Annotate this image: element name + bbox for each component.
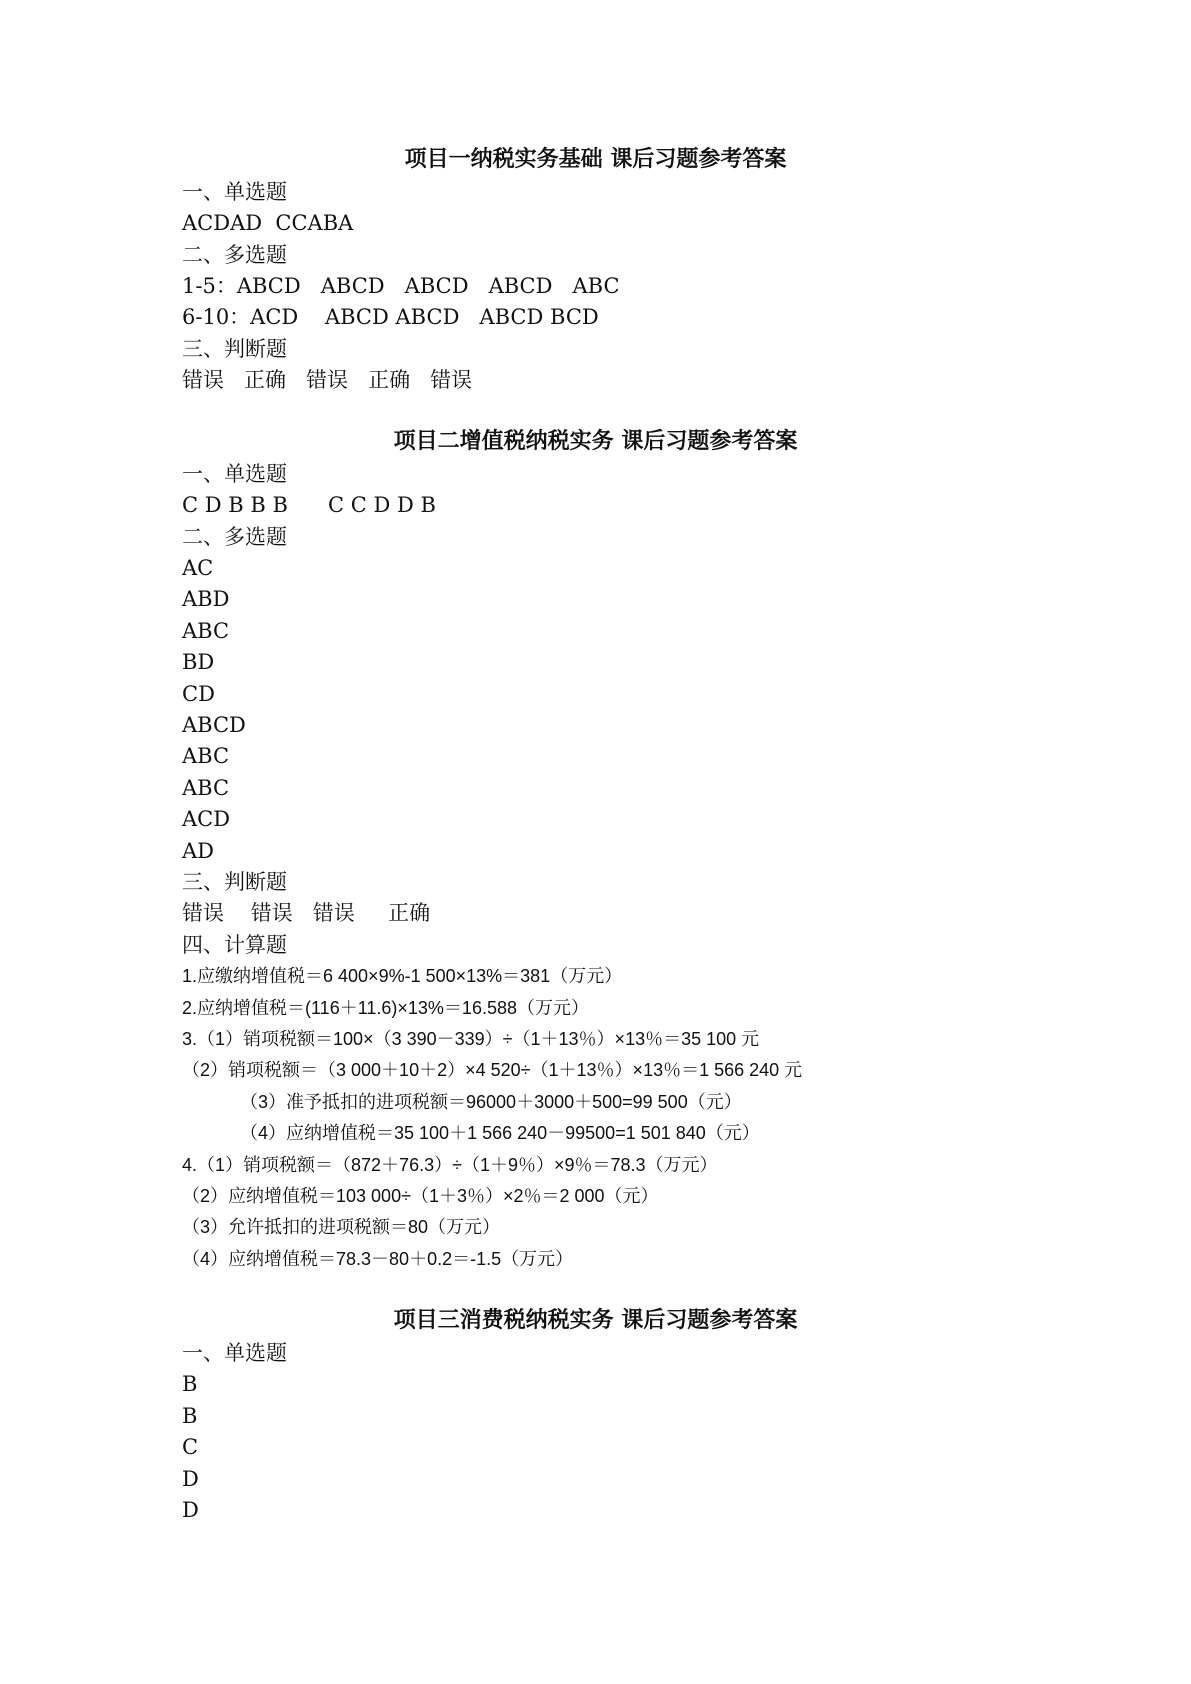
section-1-multi-choice-line: 1-5：ABCD ABCD ABCD ABCD ABC	[182, 274, 620, 298]
section-3-single-choice-answer: C	[182, 1435, 199, 1459]
section-2-multi-choice-heading: 二、多选题	[182, 525, 287, 549]
section-2-single-choice-answers: C D B B B C C D D B	[182, 493, 436, 517]
section-2-multi-choice-answer: ABD	[182, 587, 230, 611]
section-2-calc-heading: 四、计算题	[182, 933, 287, 957]
section-2-multi-choice-answer: CD	[182, 682, 215, 706]
section-2-judgment-heading: 三、判断题	[182, 870, 287, 894]
section-2-calc-line: 3.（1）销项税额＝100×（3 390－339）÷（1＋13％）×13％＝35 100 元	[182, 1029, 760, 1049]
section-2-multi-choice-answer: ABC	[182, 619, 230, 643]
section-3-single-choice-heading: 一、单选题	[182, 1341, 287, 1365]
section-2-calc-line: 1.应缴纳增值税＝6 400×9%-1 500×13%＝381（万元）	[182, 966, 623, 986]
section-2-multi-choice-answer: ABC	[182, 744, 230, 768]
section-2-calc-line: （4）应纳增值税＝78.3－80＋0.2＝-1.5（万元）	[182, 1249, 574, 1269]
section-2-calc-line: （2）销项税额＝（3 000＋10＋2）×4 520÷（1＋13％）×13％＝1 566 240 元	[182, 1060, 803, 1080]
section-1-judgment-heading: 三、判断题	[182, 337, 287, 361]
section-2-multi-choice-answer: ACD	[182, 807, 231, 831]
section-1-judgment-answers: 错误 正确 错误 正确 错误	[182, 368, 473, 392]
section-1-single-choice-heading: 一、单选题	[182, 180, 287, 204]
section-2-multi-choice-answer: BD	[182, 650, 215, 674]
section-2-multi-choice-answer: AC	[182, 556, 214, 580]
section-2-calc-line: （2）应纳增值税＝103 000÷（1＋3％）×2％＝2 000（元）	[182, 1186, 659, 1206]
section-3-single-choice-answer: D	[182, 1498, 199, 1522]
section-3-single-choice-answer: B	[182, 1404, 198, 1428]
section-3-single-choice-answer: B	[182, 1372, 198, 1396]
section-2-multi-choice-answer: AD	[182, 839, 215, 863]
section-1-multi-choice-heading: 二、多选题	[182, 243, 287, 267]
section-1-multi-choice-line: 6-10：ACD ABCD ABCD ABCD BCD	[182, 305, 599, 329]
section-2-multi-choice-answer: ABCD	[182, 713, 246, 737]
section-2-calc-line: 4.（1）销项税额＝（872＋76.3）÷（1＋9％）×9％＝78.3（万元）	[182, 1155, 718, 1175]
section-2-calc-line: 2.应纳增值税＝(116＋11.6)×13%＝16.588（万元）	[182, 998, 589, 1018]
section-2-title: 项目二增值税纳税实务 课后习题参考答案	[393, 429, 798, 454]
section-1-single-choice-answers: ACDAD CCABA	[182, 211, 354, 235]
section-1-title: 项目一纳税实务基础 课后习题参考答案	[404, 147, 787, 172]
section-2-single-choice-heading: 一、单选题	[182, 462, 287, 486]
section-2-judgment-answers: 错误 错误 错误 正确	[182, 901, 431, 925]
section-3-title: 项目三消费税纳税实务 课后习题参考答案	[393, 1308, 798, 1333]
section-3-single-choice-answer: D	[182, 1467, 199, 1491]
section-2-calc-line: （3）允许抵扣的进项税额＝80（万元）	[182, 1217, 501, 1237]
section-2-calc-line: （3）准予抵扣的进项税额＝96000＋3000＋500=99 500（元）	[240, 1092, 742, 1112]
section-2-multi-choice-answer: ABC	[182, 776, 230, 800]
section-2-calc-line: （4）应纳增值税＝35 100＋1 566 240－99500=1 501 840（元）	[240, 1123, 760, 1143]
